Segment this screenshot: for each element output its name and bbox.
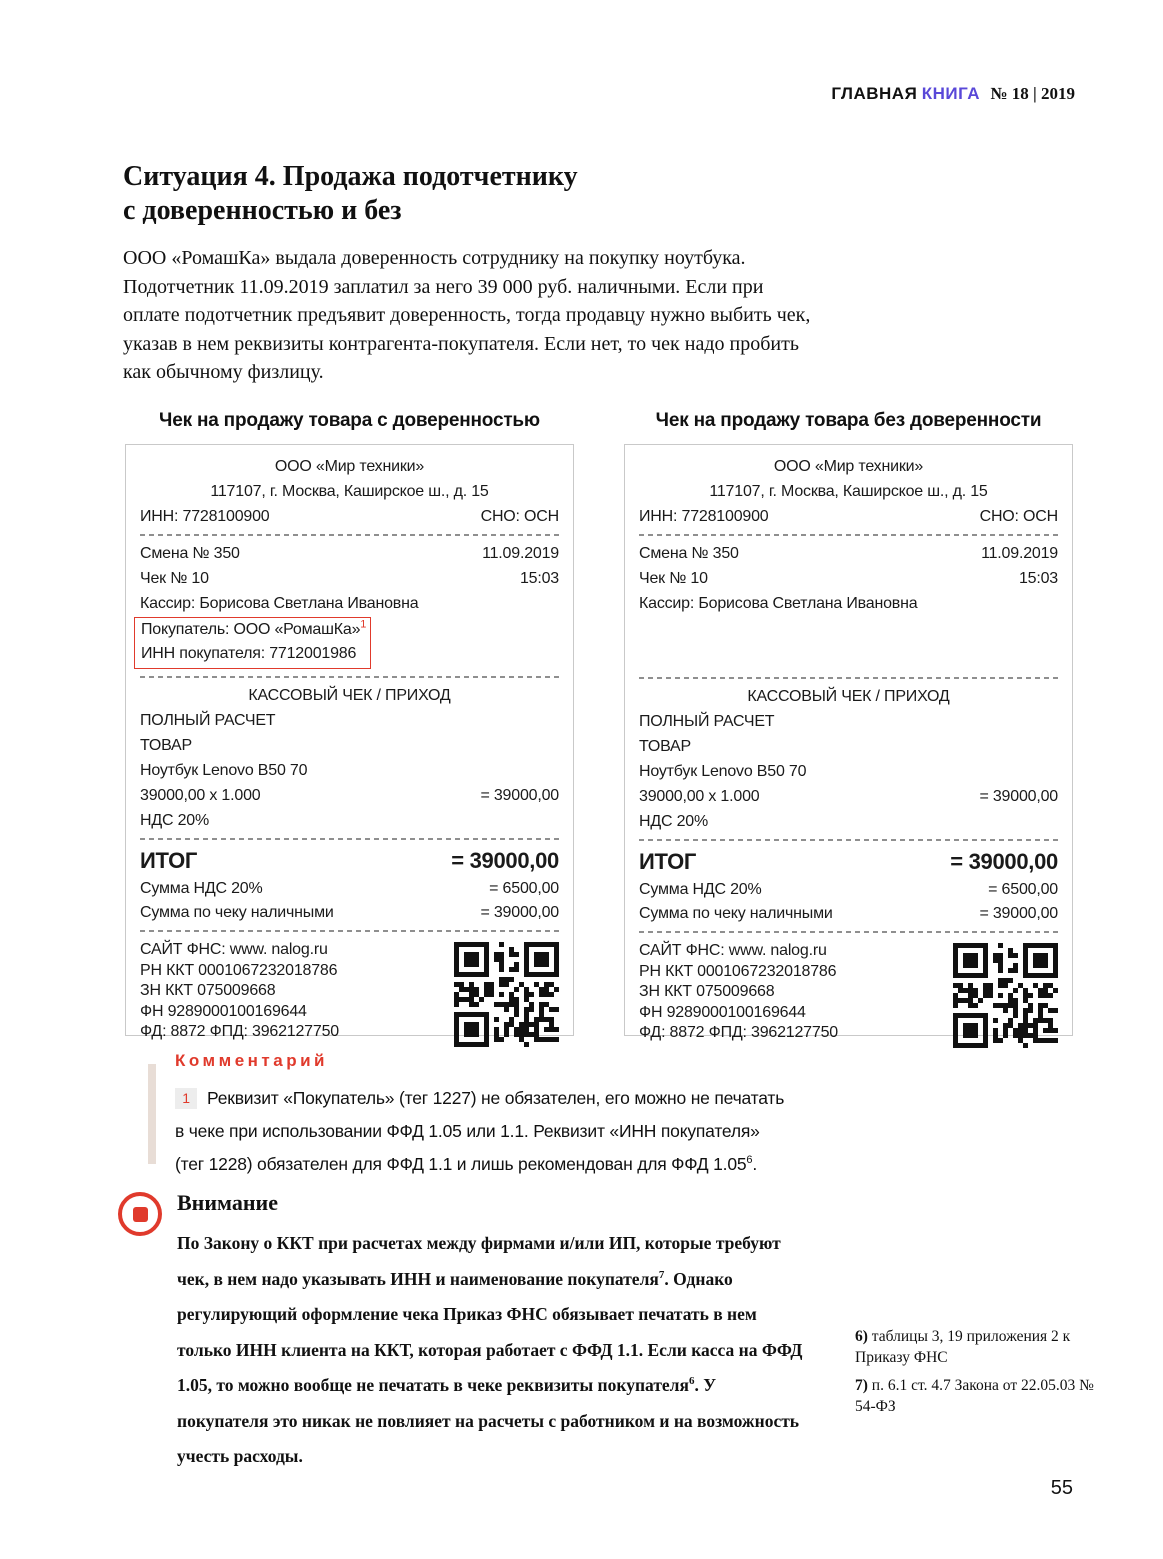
comment-accent-bar (148, 1064, 156, 1164)
buyer-highlight-box (134, 617, 371, 669)
section-title: КАССОВЫЙ ЧЕК / ПРИХОД (747, 688, 950, 705)
article-title-line2: с доверенностью и без (123, 195, 402, 226)
item-type-line: ТОВАР (140, 737, 192, 754)
org-inn: ИНН: 7728100900 (639, 508, 769, 525)
quantity-calc: 39000,00 x 1.000 (140, 787, 261, 804)
quantity-sum: = 39000,00 (979, 788, 1058, 805)
empty-buyer-area (639, 616, 1058, 672)
zn-kkt-line: ЗН ККТ 075009668 (639, 983, 775, 1000)
fd-fpd-line: ФД: 8872 ФПД: 3962127750 (639, 1024, 838, 1041)
vat-sum-row (140, 877, 559, 901)
total-value: = 39000,00 (451, 848, 559, 873)
cashier-line: Кассир: Борисова Светлана Ивановна (639, 595, 918, 612)
payment-type-line: ПОЛНЫЙ РАСЧЕТ (140, 712, 276, 729)
buyer-name: Покупатель: ООО «РомашКа» (141, 621, 361, 638)
comment-block (148, 1051, 813, 1181)
footnotes (855, 1326, 1095, 1424)
attention-text-p2: . Однако регулирующий оформление чека Приказ ФНС обязывает печатать в нем только ИНН клиента на ККТ, которая работает с ФФД 1.1. Если касса на ФФД 1.05, то можно вообще не печатать в чеке реквизиты покупателя (177, 1268, 803, 1395)
footnote-6-text: таблицы 3, 19 приложения 2 к Приказу ФНС (855, 1328, 1071, 1366)
dashed-separator (639, 839, 1058, 841)
fd-fpd-line: ФД: 8872 ФПД: 3962127750 (140, 1023, 339, 1040)
attention-text-p1: По Закону о ККТ при расчетах между фирмами и/или ИП, которые требуют чек, в нем надо указывать ИНН и наименование покупателя (177, 1233, 781, 1289)
fn-line: ФН 9289000100169644 (140, 1002, 307, 1020)
fiscal-data (639, 941, 838, 1048)
payment-type-line: ПОЛНЫЙ РАСЧЕТ (639, 713, 775, 730)
item-name-line: Ноутбук Lenovo B50 70 (140, 762, 308, 779)
cash-sum-value: = 39000,00 (480, 904, 559, 921)
fns-site-line: САЙТ ФНС: www. nalog.ru (639, 942, 827, 959)
vat-sum-value: = 6500,00 (489, 880, 559, 897)
total-row (639, 846, 1058, 877)
quantity-sum: = 39000,00 (480, 787, 559, 804)
shift-row (639, 541, 1058, 566)
item-type-line: ТОВАР (639, 738, 691, 755)
receipt-without-poa (624, 408, 1073, 1041)
section-title: КАССОВЫЙ ЧЕК / ПРИХОД (248, 687, 451, 704)
shift-number: Смена № 350 (639, 545, 739, 562)
comment-body (175, 1051, 813, 1181)
receipt-date: 11.09.2019 (482, 545, 559, 562)
footnote-7 (855, 1375, 1095, 1417)
receipt-date: 11.09.2019 (981, 545, 1058, 562)
comment-text-main: Реквизит «Покупатель» (тег 1227) не обязателен, его можно не печатать в чеке при использовании ФФД 1.05 или 1.1. Реквизит «ИНН покупателя» (тег 1228) обязателен для ФФД 1.1 и лишь рекомендован для ФФД 1.05 (175, 1088, 785, 1174)
receipt-time: 15:03 (519, 570, 559, 587)
fiscal-data (140, 940, 339, 1047)
comment-heading: Комментарий (175, 1051, 328, 1070)
org-address: 117107, г. Москва, Каширское ш., д. 15 (709, 483, 988, 500)
vat-sum-value: = 6500,00 (988, 881, 1058, 898)
dashed-separator (140, 534, 559, 536)
footnote-marker-1: 1 (360, 618, 367, 631)
org-address: 117107, г. Москва, Каширское ш., д. 15 (210, 483, 489, 500)
footnote-6 (855, 1326, 1095, 1368)
quantity-calc: 39000,00 x 1.000 (639, 788, 760, 805)
brand-name-purple: КНИГА (921, 84, 980, 103)
vat-line: НДС 20% (140, 812, 210, 829)
org-name: ООО «Мир техники» (274, 458, 425, 475)
attention-block (118, 1190, 805, 1475)
dashed-separator (639, 931, 1058, 933)
buyer-inn-line: ИНН покупателя: 7712001986 (141, 645, 357, 662)
footnote-6-number: 6) (855, 1328, 868, 1345)
cash-sum-value: = 39000,00 (979, 905, 1058, 922)
attention-body (177, 1190, 805, 1475)
issue-number: № 18 | 2019 (990, 84, 1075, 103)
rn-kkt-line: РН ККТ 0001067232018786 (639, 962, 837, 980)
total-label: ИТОГ (639, 849, 697, 874)
footnote-7-number: 7) (855, 1377, 868, 1394)
item-name-line: Ноутбук Lenovo B50 70 (639, 763, 807, 780)
receipt-body (125, 444, 574, 1040)
attention-heading: Внимание (177, 1190, 278, 1215)
vat-sum-row (639, 878, 1058, 902)
dashed-separator (639, 534, 1058, 536)
vat-sum-label: Сумма НДС 20% (140, 880, 263, 897)
buyer-line (141, 618, 366, 642)
qr-code (953, 943, 1058, 1048)
fns-site-line: САЙТ ФНС: www. nalog.ru (140, 941, 328, 958)
article-title (123, 160, 578, 228)
inn-sno-row (639, 504, 1058, 529)
shift-row (140, 541, 559, 566)
dashed-separator (140, 676, 559, 678)
footnote-ref-6: 6 (688, 1375, 695, 1388)
dashed-separator (639, 677, 1058, 679)
footnote-ref-7: 7 (658, 1268, 665, 1281)
check-number: Чек № 10 (639, 570, 708, 587)
receipt-caption: Чек на продажу товара с доверенностью (159, 410, 540, 431)
page-number: 55 (1050, 1477, 1073, 1499)
dashed-separator (140, 838, 559, 840)
footnote-ref-6: 6 (746, 1154, 753, 1167)
fiscal-footer (639, 941, 1058, 1048)
quantity-row (140, 783, 559, 808)
article-title-line1: Ситуация 4. Продажа подотчетнику (123, 161, 578, 192)
comment-marker-badge: 1 (175, 1088, 197, 1109)
fiscal-footer (140, 940, 559, 1047)
attention-text-p3: . У покупателя это никак не повлияет на расчеты с работником и на возможность учесть расходы. (177, 1375, 800, 1466)
cashier-line: Кассир: Борисова Светлана Ивановна (140, 595, 419, 612)
inn-sno-row (140, 504, 559, 529)
cash-sum-label: Сумма по чеку наличными (639, 905, 833, 922)
qr-code (454, 942, 559, 1047)
comment-text (175, 1082, 793, 1181)
vat-sum-label: Сумма НДС 20% (639, 881, 762, 898)
rn-kkt-line: РН ККТ 0001067232018786 (140, 961, 338, 979)
magazine-header (831, 84, 1075, 104)
total-value: = 39000,00 (950, 849, 1058, 874)
org-name: ООО «Мир техники» (773, 458, 924, 475)
attention-text (177, 1226, 805, 1475)
comment-text-end: . (752, 1154, 757, 1174)
intro-paragraph: ООО «РомашКа» выдала доверенность сотруднику на покупку ноутбука. Подотчетник 11.09.2019 заплатил за него 39 000 руб. наличными. Если при оплате подотчетник предъявит доверенность, тогда продавцу нужно выбить чек, указав в нем реквизиты контрагента-покупателя. Если нет, то чек надо пробить как обычному физлицу. (123, 247, 811, 383)
org-sno: СНО: ОСН (480, 508, 559, 525)
total-label: ИТОГ (140, 848, 198, 873)
cash-sum-row (140, 901, 559, 925)
receipt-with-poa (125, 408, 574, 1040)
org-inn: ИНН: 7728100900 (140, 508, 270, 525)
receipt-time: 15:03 (1018, 570, 1058, 587)
receipt-caption: Чек на продажу товара без доверенности (655, 410, 1042, 431)
receipt-body (624, 444, 1073, 1041)
footnote-7-text: п. 6.1 ст. 4.7 Закона от 22.05.03 № 54-ФЗ (855, 1377, 1094, 1415)
fn-line: ФН 9289000100169644 (639, 1003, 806, 1021)
quantity-row (639, 784, 1058, 809)
zn-kkt-line: ЗН ККТ 075009668 (140, 982, 276, 999)
attention-icon-square (133, 1207, 148, 1222)
vat-line: НДС 20% (639, 813, 709, 830)
total-row (140, 845, 559, 876)
check-row (639, 566, 1058, 591)
brand-name-black: ГЛАВНАЯ (831, 84, 918, 103)
attention-icon (118, 1192, 162, 1236)
cash-sum-label: Сумма по чеку наличными (140, 904, 334, 921)
cash-sum-row (639, 902, 1058, 926)
shift-number: Смена № 350 (140, 545, 240, 562)
dashed-separator (140, 930, 559, 932)
check-number: Чек № 10 (140, 570, 209, 587)
org-sno: СНО: ОСН (979, 508, 1058, 525)
check-row (140, 566, 559, 591)
